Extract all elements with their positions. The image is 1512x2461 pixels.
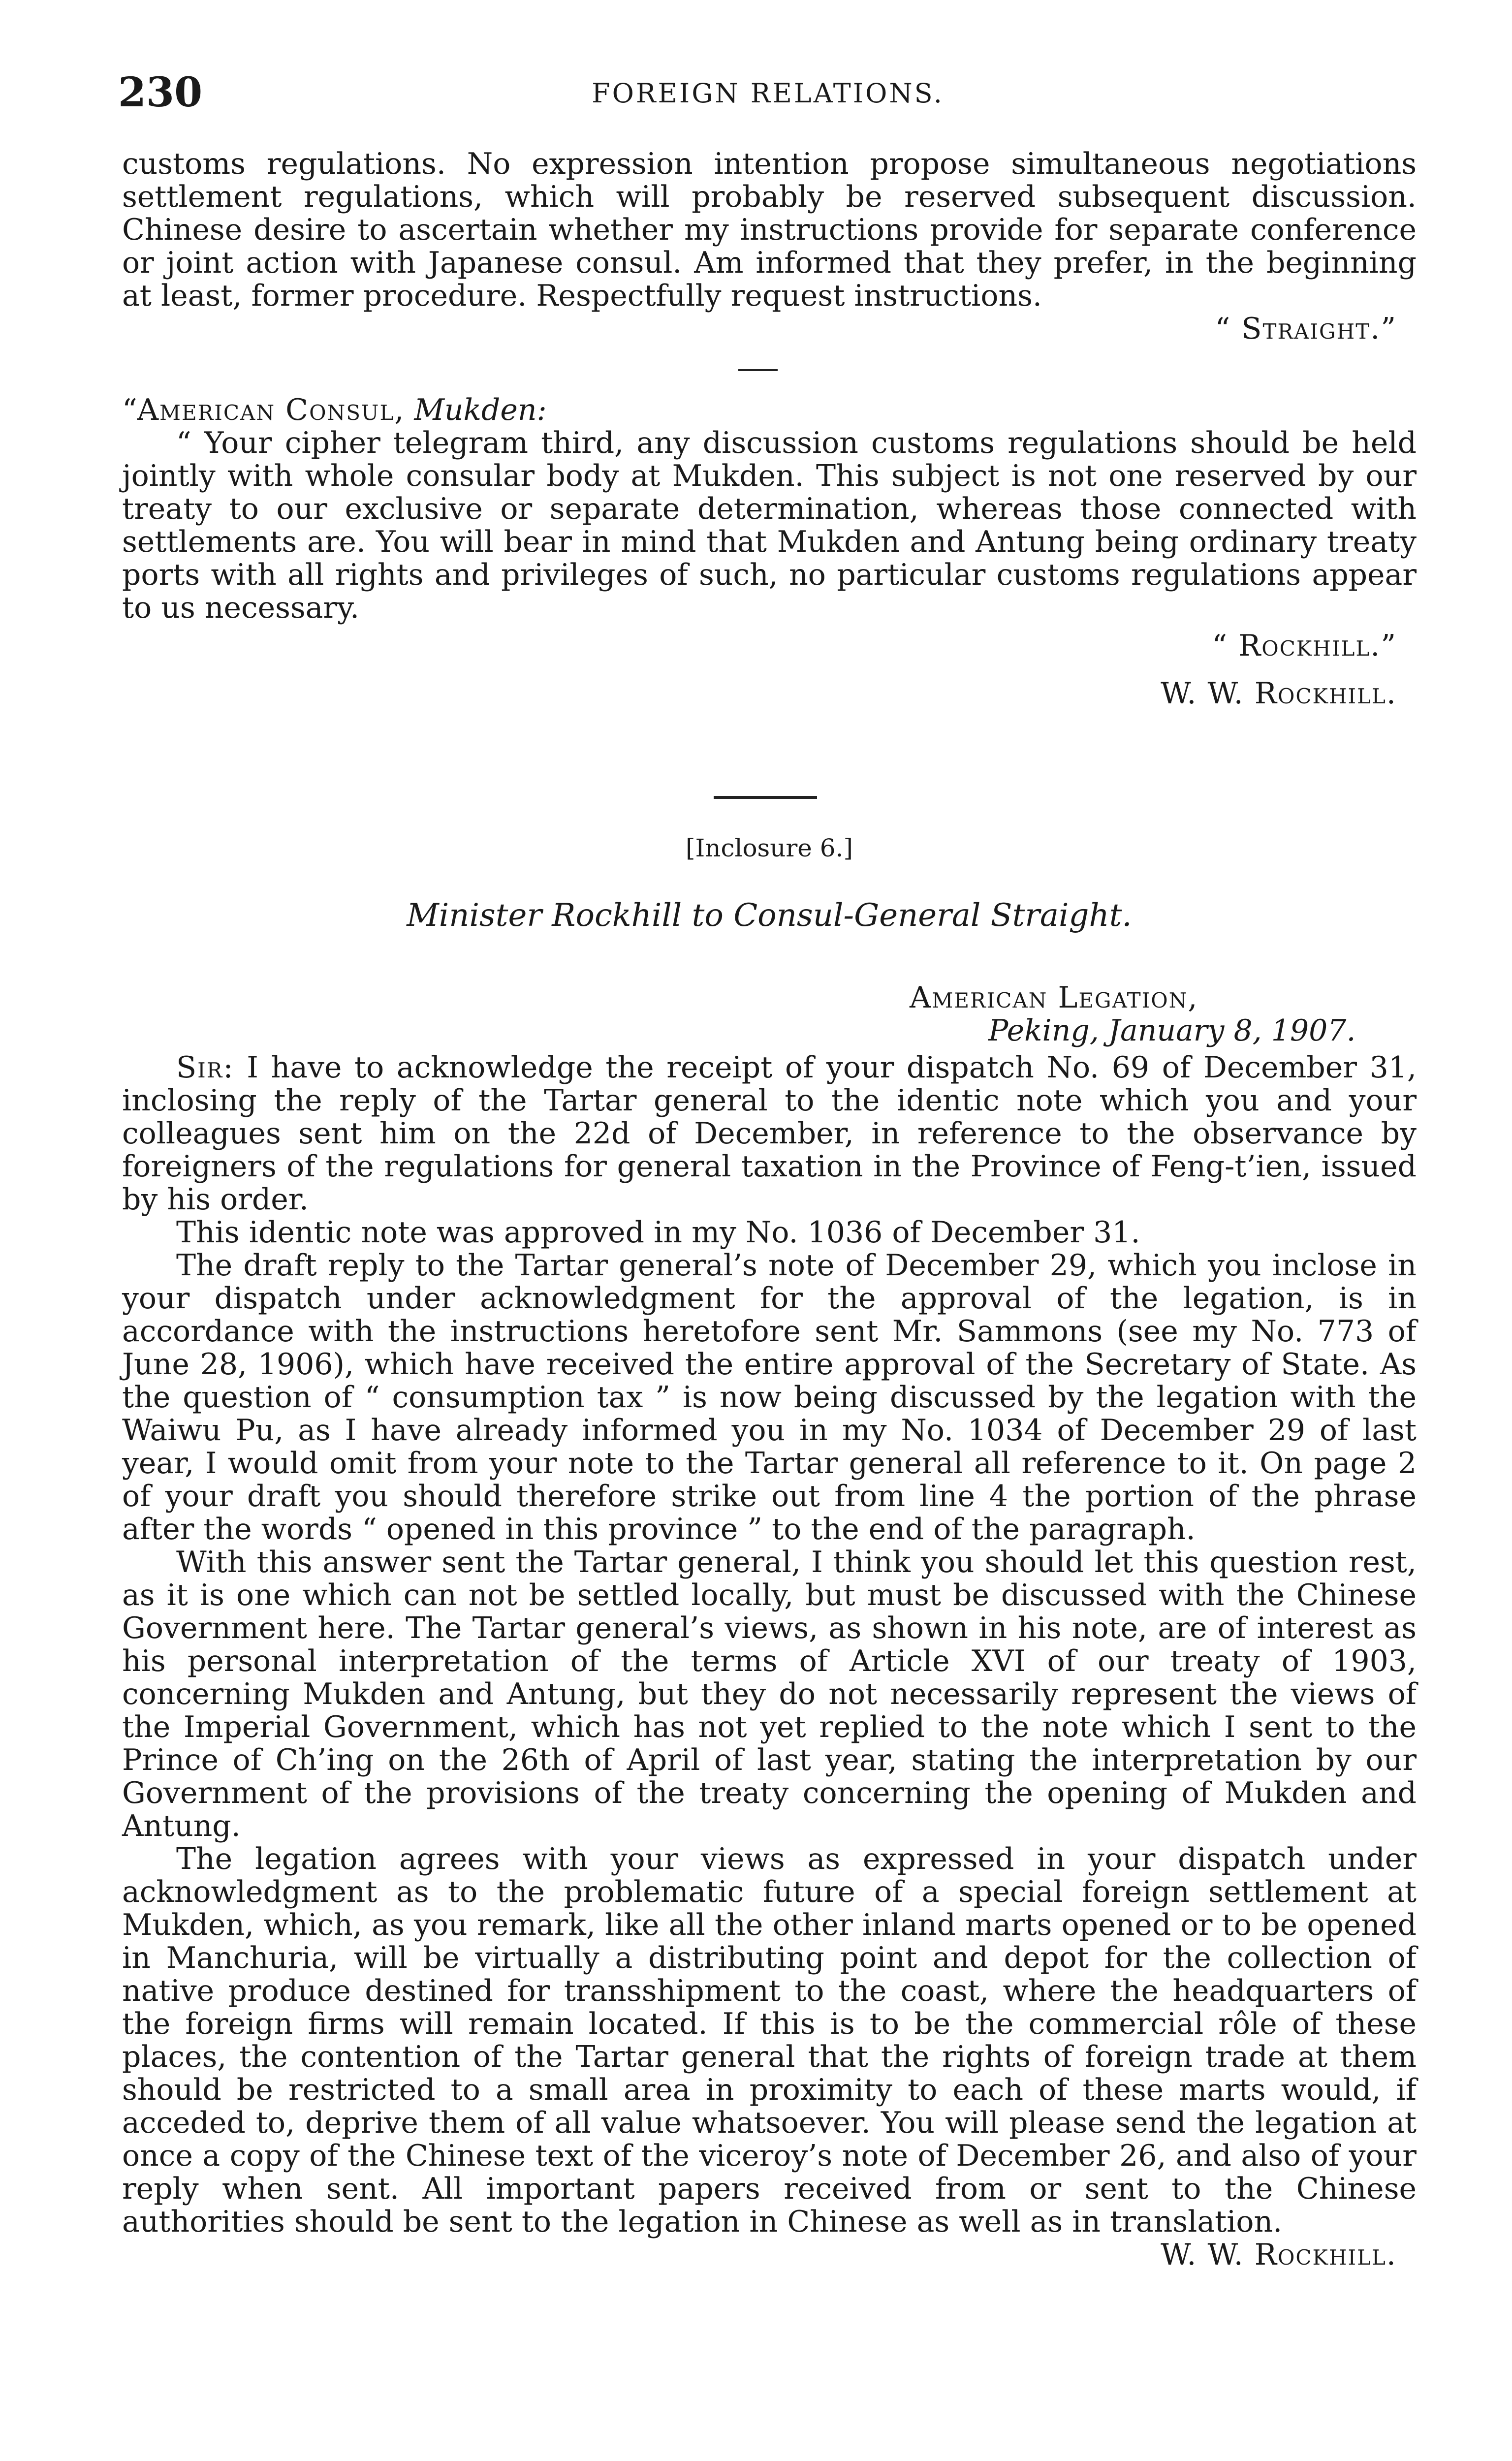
telegram-signature-rockhill: “ Rockhill.” bbox=[1212, 629, 1397, 663]
telegram-body: “ Your cipher telegram third, any discussion customs regulations should be held jointly with whole consular body at Mukden. This subject is not one reserved by our treaty to our exclusive or separate determination, whereas those connected with settlements are. You will bear in mind that Mukden and Antung being ordinary treaty ports with all rights and privileges of such, no particular customs regulations appear to us necessary. bbox=[122, 426, 1417, 625]
letter-date: Peking, January 8, 1907. bbox=[988, 1013, 1356, 1048]
address-place: Mukden: bbox=[414, 393, 547, 427]
section-rule bbox=[714, 796, 817, 799]
running-head: FOREIGN RELATIONS. bbox=[592, 78, 944, 109]
address-prefix: “ bbox=[122, 393, 137, 427]
letter-paragraph-5: The legation agrees with your views as expressed in your dispatch under acknowledgment as to the problematic future of a special foreign settlement at Mukden, which, as you remark, like all the other inland marts opened or to be opened in Manchuria, will be virtually a distributing point and depot for the collection of native produce destined for transshipment to the coast, where the headquarters of the foreign firms will remain located. If this is to be the commercial rôle of these places, the contention of the Tartar general that the rights of foreign trade at them should be restricted to a small area in proximity to each of these marts would, if acceded to, deprive them of all value whatsoever. You will please send the legation at once a copy of the Chinese text of the viceroy’s note of December 26, and also of your reply when sent. All important papers received from or sent to the Chinese authorities should be sent to the legation in Chinese as well as in translation. bbox=[122, 1842, 1417, 2239]
top-block bbox=[122, 148, 1417, 346]
letter-paragraph-1 bbox=[122, 1051, 1417, 1216]
signature-rockhill: W. W. Rockhill. bbox=[1161, 676, 1397, 711]
letter-paragraph-3: The draft reply to the Tartar general’s note of December 29, which you inclose in your dispatch under acknowledgment for the approval of the legation, is in accordance with the instructions heretofore sent Mr. Sammons (see my No. 773 of June 28, 1906), which have received the entire approval of the Secretary of State. As the question of “ consumption tax ” is now being discussed by the legation with the Waiwu Pu, as I have already informed you in my No. 1034 of December 29 of last year, I would omit from your note to the Tartar general all reference to it. On page 2 of your draft you should therefore strike out from line 4 the portion of the phrase after the words “ opened in this province ” to the end of the paragraph. bbox=[122, 1248, 1417, 1546]
salutation: Sir: bbox=[176, 1050, 234, 1085]
letter-paragraph-1-text: I have to acknowledge the receipt of your dispatch No. 69 of December 31, inclosing the reply of the Tartar general to the identic note which you and your colleagues sent him on the 22d of December, in reference to the observance by foreigners of the regulations for general taxation in the Province of Feng-t’ien, issued by his order. bbox=[122, 1050, 1417, 1217]
letter-place: American Legation, bbox=[910, 980, 1198, 1015]
inclosure-title: Minister Rockhill to Consul-General Straight. bbox=[407, 897, 1132, 934]
continued-telegram-text: customs regulations. No expression intention propose simultaneous negotiations settlement regulations, which will probably be reserved subsequent discussion. Chinese desire to ascertain whether my instructions provide for separate conference or joint action with Japanese consul. Am informed that they prefer, in the beginning at least, former procedure. Respectfully request instructions. bbox=[122, 147, 1417, 313]
letter-paragraph-4: With this answer sent the Tartar general, I think you should let this question rest, as it is one which can not be settled locally, but must be discussed with the Chinese Government here. The Tartar general’s views, as shown in his note, are of interest as his personal interpretation of the terms of Article XVI of our treaty of 1903, concerning Mukden and Antung, but they do not necessarily represent the views of the Imperial Government, which has not yet replied to the note which I sent to the Prince of Ch’ing on the 26th of April of last year, stating the interpretation by our Government of the provisions of the treaty concerning the opening of Mukden and Antung. bbox=[122, 1545, 1417, 1843]
inclosure-label: [Inclosure 6.] bbox=[685, 834, 853, 862]
page-number: 230 bbox=[118, 69, 203, 116]
inclosure-section bbox=[122, 832, 1417, 2272]
telegram-signature-straight: “ Straight.” bbox=[1215, 312, 1397, 346]
letter-signature: W. W. Rockhill. bbox=[1161, 2238, 1397, 2272]
address-title: American Consul, bbox=[137, 393, 405, 427]
letter-paragraph-2: This identic note was approved in my No. 1036 of December 31. bbox=[176, 1215, 1140, 1250]
page-header bbox=[118, 69, 1418, 123]
telegram-address bbox=[122, 394, 1417, 427]
reply-telegram bbox=[122, 394, 1417, 710]
separator-dash bbox=[738, 369, 778, 371]
